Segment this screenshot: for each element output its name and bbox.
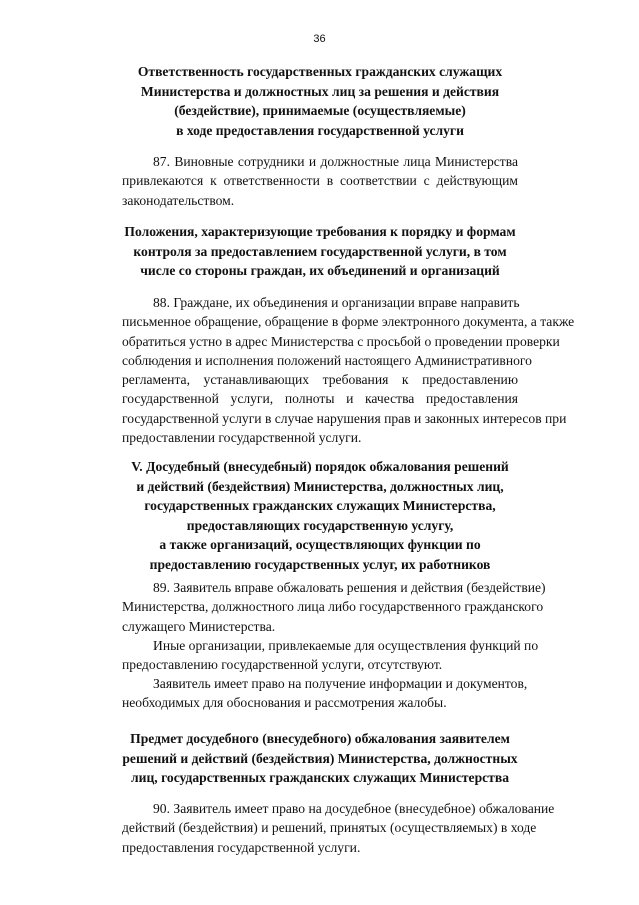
paragraph-87	[122, 152, 518, 210]
paragraph-89-other-organizations	[122, 636, 539, 675]
paragraph-line: служащего Министерства.	[122, 618, 276, 634]
heading-line: решений и действий (бездействия) Министерства, должностных	[122, 750, 518, 766]
heading-line: контроля за предоставлением государственной услуги, в том	[133, 243, 507, 259]
paragraph-line: Министерства, должностного лица либо государственного гражданского	[122, 599, 544, 615]
paragraph-line: необходимых для обоснования и рассмотрения жалобы.	[122, 695, 447, 711]
paragraph-line: 89. Заявитель вправе обжаловать решения и действия (бездействие)	[153, 580, 546, 595]
heading-line: государственных гражданских служащих Министерства,	[144, 498, 496, 513]
heading-line: V. Досудебный (внесудебный) порядок обжалования решений	[131, 459, 509, 474]
paragraph-line: государственной услуги в случае нарушения прав и законных интересов при	[122, 410, 567, 426]
paragraph-line: Иные организации, привлекаемые для осуществления функций по	[153, 638, 539, 653]
paragraph-line: регламента, устанавливающих требования к предоставлению	[122, 372, 518, 388]
paragraph-90	[122, 799, 555, 857]
paragraph-line: предоставлению государственной услуги, отсутствуют.	[122, 657, 443, 673]
paragraph-line: предоставления государственной услуги.	[122, 839, 361, 855]
heading-line: и действий (бездействия) Министерства, должностных лиц,	[136, 478, 504, 494]
paragraph-line: Заявитель имеет право на получение информации и документов,	[153, 676, 528, 691]
paragraph-line: законодательством.	[122, 192, 235, 208]
paragraph-88	[122, 293, 575, 447]
heading-line: предоставлению государственных услуг, их работников	[149, 556, 491, 572]
heading-line: а также организаций, осуществляющих функции по	[159, 537, 481, 552]
section-heading-appeal	[120, 457, 520, 574]
heading-line: Положения, характеризующие требования к порядку и формам	[124, 224, 516, 239]
paragraph-line: соблюдения и исполнения положений настоящего Административного	[122, 352, 532, 368]
paragraph-line: привлекаются к ответственности в соответствии с действующим	[122, 173, 518, 189]
paragraph-89-applicant-rights	[122, 674, 528, 713]
heading-line: в ходе предоставления государственной услуги	[176, 122, 464, 138]
heading-line: числе со стороны граждан, их объединений и организаций	[140, 263, 500, 278]
paragraph-line: обратиться устно в адрес Министерства с просьбой о проведении проверки	[122, 333, 560, 349]
paragraph-line: 88. Граждане, их объединения и организации вправе направить	[153, 295, 520, 310]
heading-line: Предмет досудебного (внесудебного) обжалования заявителем	[130, 731, 510, 746]
paragraph-line: предоставлении государственной услуги.	[122, 430, 362, 446]
paragraph-line: действий (бездействия) и решений, принятых (осуществляемых) в ходе	[122, 820, 537, 836]
section-heading-control	[120, 222, 520, 281]
heading-line: (бездействие), принимаемые (осуществляемые)	[174, 103, 466, 118]
paragraph-line: 87. Виновные сотрудники и должностные лица Министерства	[153, 154, 518, 169]
paragraph-line: письменное обращение, обращение в форме электронного документа, а также	[122, 314, 575, 330]
heading-line: предоставляющих государственную услугу,	[186, 517, 454, 533]
paragraph-line: 90. Заявитель имеет право на досудебное (внесудебное) обжалование	[153, 801, 555, 816]
section-heading-subject	[120, 729, 520, 788]
section-heading-responsibility	[120, 62, 520, 140]
heading-line: лиц, государственных гражданских служащих Министерства	[130, 770, 509, 785]
heading-line: Министерства и должностных лиц за решения и действия	[140, 83, 500, 99]
page-number: 36	[313, 33, 326, 45]
heading-line: Ответственность государственных гражданских служащих	[137, 64, 503, 79]
paragraph-89	[122, 578, 546, 636]
paragraph-line: государственной услуги, полноты и качества предоставления	[122, 391, 518, 407]
